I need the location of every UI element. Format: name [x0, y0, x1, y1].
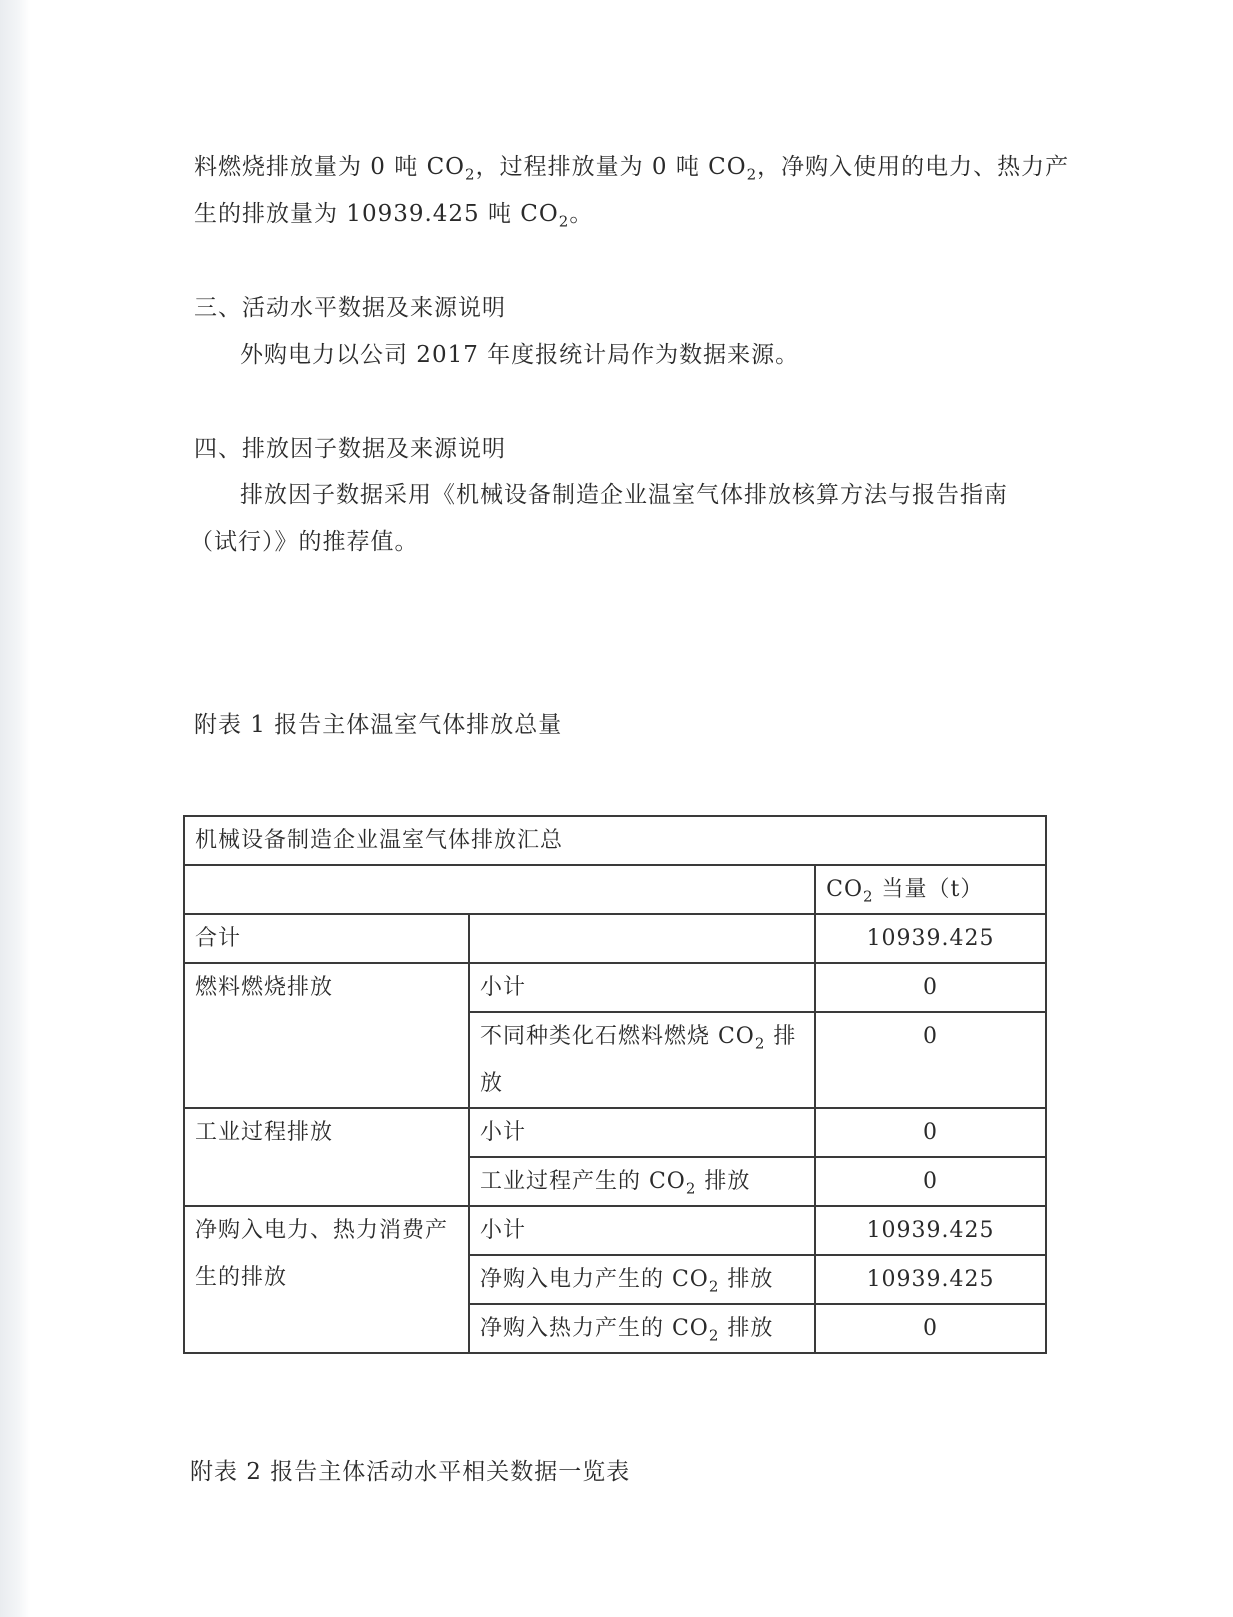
table-row-process-subtotal	[184, 1108, 1046, 1157]
text-fragment: 料燃烧排放量为 0 吨 CO	[194, 154, 466, 180]
purchased-subtotal-label: 小计	[469, 1206, 815, 1255]
process-label: 工业过程排放	[184, 1108, 469, 1206]
process-detail-value: 0	[815, 1157, 1046, 1206]
process-subtotal-value: 0	[815, 1108, 1046, 1157]
table-1-caption: 附表 1 报告主体温室气体排放总量	[194, 712, 563, 738]
subscript: 2	[558, 212, 570, 231]
fuel-label: 燃料燃烧排放	[184, 963, 469, 1108]
section-3-heading: 三、活动水平数据及来源说明	[194, 295, 506, 321]
section-3-body: 外购电力以公司 2017 年度报统计局作为数据来源。	[240, 342, 800, 368]
emissions-summary-table	[183, 815, 1047, 1354]
fuel-subtotal-label: 小计	[469, 963, 815, 1012]
fuel-detail-label: 不同种类化石燃料燃烧 $CO_2$ 排放	[469, 1012, 815, 1108]
section-4-heading: 四、排放因子数据及来源说明	[194, 436, 506, 462]
purchased-electricity-value: 10939.425	[815, 1255, 1046, 1304]
process-detail-label: 工业过程产生的 $CO_2$ 排放	[469, 1157, 815, 1206]
purchased-heat-label: 净购入热力产生的 $CO_2$ 排放	[469, 1304, 815, 1353]
table-row-fuel-subtotal	[184, 963, 1046, 1012]
table-row-purchased-subtotal	[184, 1206, 1046, 1255]
total-value: 10939.425	[815, 914, 1046, 963]
paragraph-line-2	[194, 199, 593, 229]
purchased-electricity-label: 净购入电力产生的 $CO_2$ 排放	[469, 1255, 815, 1304]
total-empty-cell	[469, 914, 815, 963]
header-unit-cell: $CO_2$ 当量（t）	[815, 865, 1046, 914]
paragraph-line-1	[194, 152, 1069, 182]
purchased-subtotal-value: 10939.425	[815, 1206, 1046, 1255]
table-row-total	[184, 914, 1046, 963]
text-fragment: ，净购入使用的电力、热力产	[757, 154, 1070, 180]
text-fragment: 生的排放量为 10939.425 吨 CO	[194, 201, 559, 227]
table-title: 机械设备制造企业温室气体排放汇总	[184, 816, 1046, 865]
total-label: 合计	[184, 914, 469, 963]
section-4-body-line-2: （试行）》的推荐值。	[190, 529, 419, 555]
table-header-row	[184, 865, 1046, 914]
subscript: 2	[746, 165, 758, 184]
scan-edge-shadow	[0, 0, 30, 1617]
purchased-heat-value: 0	[815, 1304, 1046, 1353]
fuel-detail-value: 0	[815, 1012, 1046, 1108]
subscript: 2	[465, 165, 476, 184]
fuel-subtotal-value: 0	[815, 963, 1046, 1012]
process-subtotal-label: 小计	[469, 1108, 815, 1157]
header-empty-cell	[184, 865, 815, 914]
table-title-row	[184, 816, 1046, 865]
purchased-label: 净购入电力、热力消费产生的排放	[184, 1206, 469, 1353]
text-fragment: ，过程排放量为 0 吨 CO	[475, 154, 747, 180]
text-fragment: 。	[569, 201, 594, 227]
table-2-caption: 附表 2 报告主体活动水平相关数据一览表	[190, 1459, 631, 1485]
section-4-body-line-1: 排放因子数据采用《机械设备制造企业温室气体排放核算方法与报告指南	[240, 482, 1008, 508]
